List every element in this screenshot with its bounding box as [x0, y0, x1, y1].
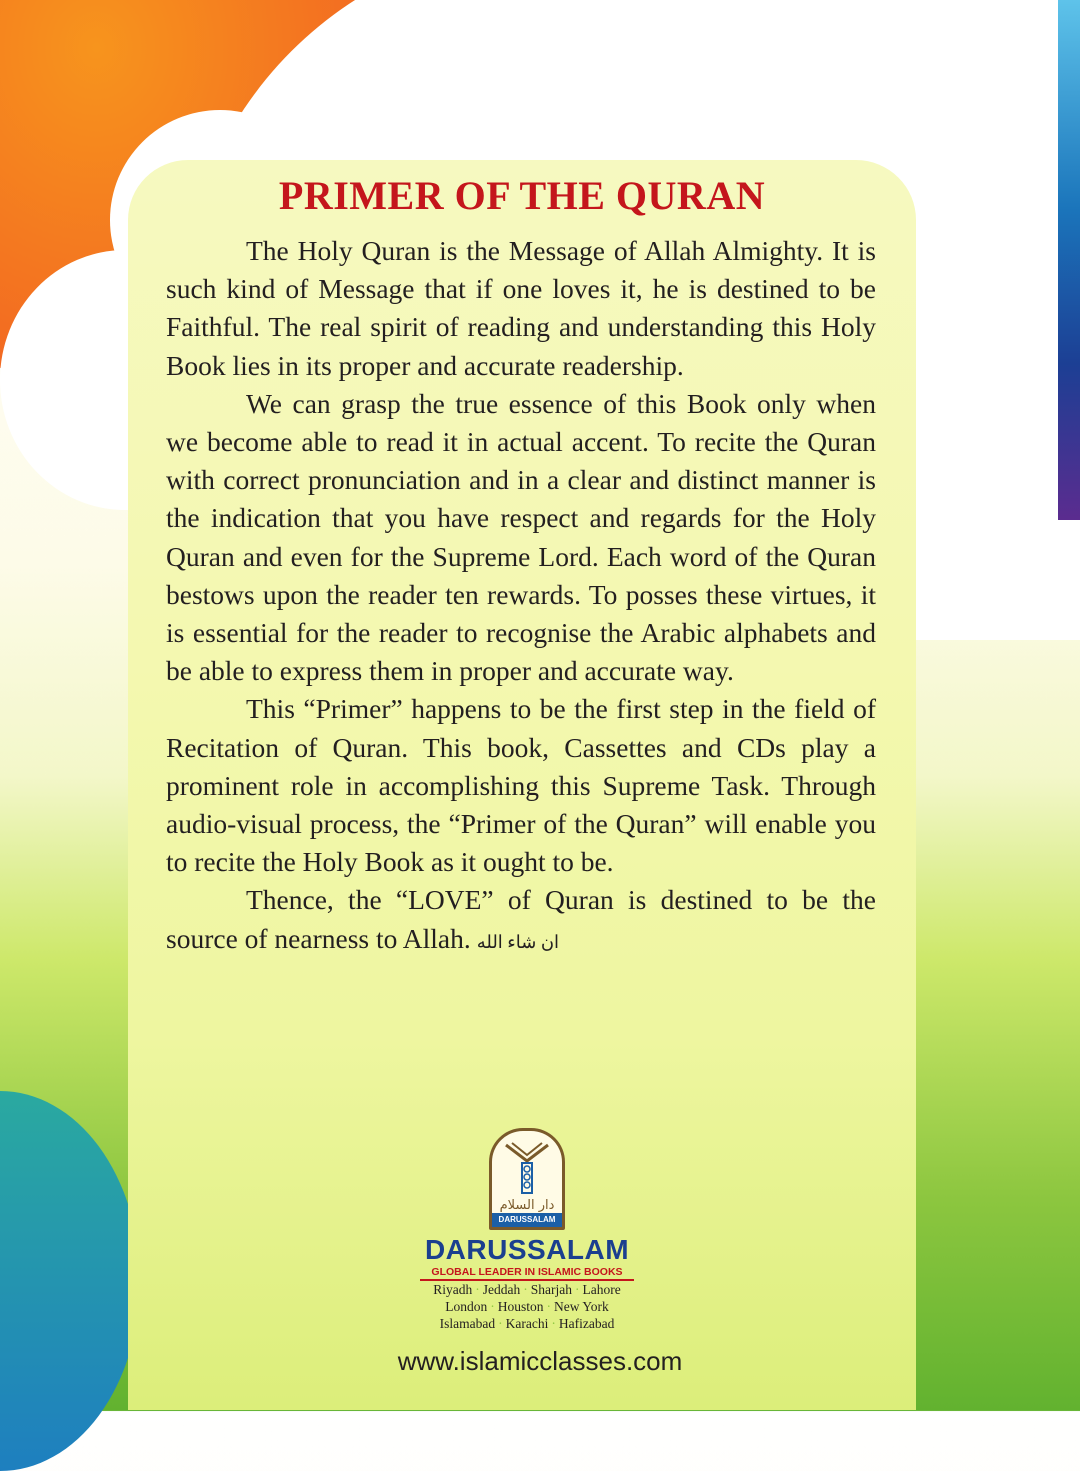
darussalam-logo [489, 1128, 565, 1230]
city: Sharjah [530, 1282, 572, 1297]
city-row: Islamabad · Karachi · Hafizabad [439, 1316, 615, 1331]
blue-edge-strip [1058, 0, 1080, 520]
website-url[interactable]: www.islamicclasses.com [397, 1346, 683, 1376]
city-list [400, 1281, 654, 1332]
paragraph: This “Primer” happens to be the first step in the field of Recitation of Quran. This book, Cassettes and CDs play a prominent role in accomplishing this Supreme Task. Through audio-visual process, the “Primer of the Quran” will enable you to recite the Holy Book as it ought to be. [166, 693, 876, 878]
closing-sentence: Thence, the “LOVE” of Quran is destined to be the source of nearness to Allah. [166, 884, 876, 954]
teal-corner-shape [0, 1091, 140, 1471]
city: Houston [497, 1299, 544, 1314]
publisher-name: DARUSSALAM [424, 1234, 630, 1265]
paragraph: The Holy Quran is the Message of Allah Almighty. It is such kind of Message that if one loves it, he is destined to be Faithful. The real spirit of reading and understanding this Holy Book lies in its proper and accurate readership. [166, 235, 876, 381]
city: Lahore [582, 1282, 621, 1297]
book-stand-icon [492, 1131, 562, 1215]
arabic-phrase: ان شاء الله [476, 931, 560, 952]
publisher-tagline: GLOBAL LEADER IN ISLAMIC BOOKS [420, 1266, 634, 1281]
city: Riyadh [433, 1282, 473, 1297]
paragraph [166, 881, 876, 960]
city: Jeddah [482, 1282, 521, 1297]
city: Hafizabad [558, 1316, 615, 1331]
page-title: PRIMER OF THE QURAN [278, 173, 766, 218]
city: New York [554, 1299, 609, 1314]
city: London [445, 1299, 488, 1314]
city: Karachi [505, 1316, 549, 1331]
body-text [166, 232, 876, 961]
logo-arabic-text: دار السلام [499, 1198, 555, 1213]
logo-label: DARUSSALAM [492, 1213, 562, 1227]
city-row: London · Houston · New York [445, 1299, 609, 1314]
city-row: Riyadh · Jeddah · Sharjah · Lahore [433, 1282, 621, 1297]
city: Islamabad [439, 1316, 496, 1331]
paragraph: We can grasp the true essence of this Book only when we become able to read it in actual accent. To recite the Quran with correct pronunciation and in a clear and distinct manner is the indication that you have respect and regards for the Holy Quran and even for the Supreme Lord. Each word of the Quran bestows upon the reader ten rewards. To posses these virtues, it is essential for the reader to recognise the Arabic alphabets and be able to express them in proper and accurate way. [166, 387, 876, 687]
